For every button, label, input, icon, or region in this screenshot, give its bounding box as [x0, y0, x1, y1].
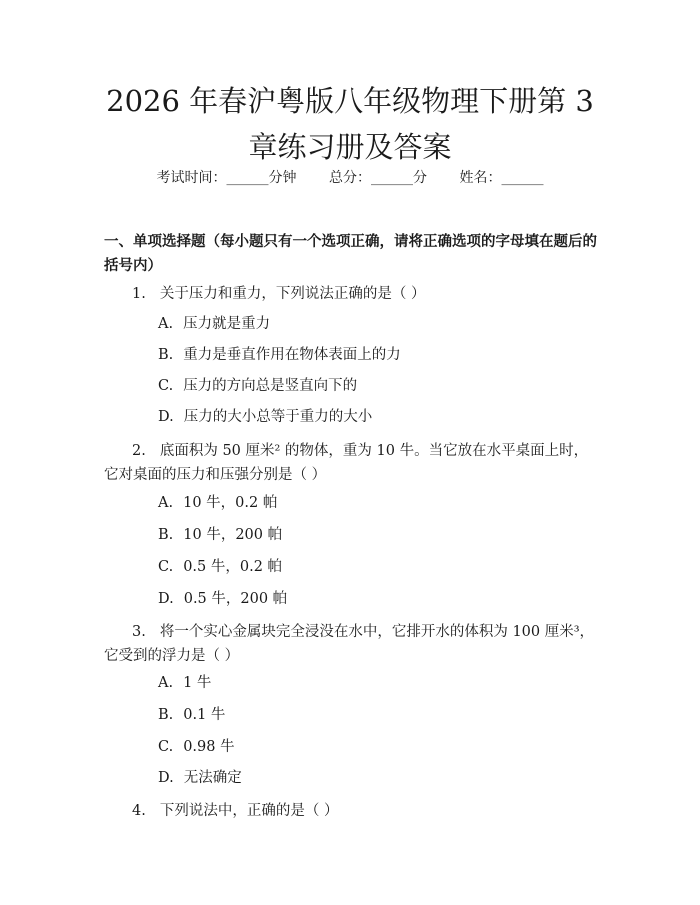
question-text: 将一个实心金属块完全浸没在水中，它排开水的体积为 100 厘米³，它受到的浮力是（ ）: [104, 624, 595, 664]
question-number: 4.: [132, 803, 146, 819]
question-3-option-a: A. 1 牛: [158, 675, 212, 691]
question-text: 下列说法中，正确的是（ ）: [159, 803, 339, 819]
question-3-option-d: D. 无法确定: [158, 770, 242, 786]
question-2-option-d: D. 0.5 牛，200 帕: [158, 591, 288, 607]
question-2-option-c: C. 0.5 牛，0.2 帕: [158, 559, 283, 575]
question-3-option-c: C. 0.98 牛: [158, 739, 235, 755]
question-number: 2.: [132, 443, 146, 459]
question-number: 1.: [132, 286, 146, 302]
question-2-option-b: B. 10 牛，200 帕: [158, 527, 283, 543]
question-1-option-d: D. 压力的大小总等于重力的大小: [158, 409, 373, 425]
question-number: 3.: [132, 624, 146, 640]
question-text: 关于压力和重力，下列说法正确的是（ ）: [159, 286, 426, 302]
section-heading: 一、单项选择题（每小题只有一个选项正确，请将正确选项的字母填在题后的括号内）: [104, 233, 597, 274]
exam-time-field: 考试时间：______分钟: [156, 170, 297, 186]
question-2-stem: [104, 439, 598, 487]
exam-info-line: [0, 168, 700, 188]
question-1-stem: [104, 282, 598, 306]
document-title: 2026 年春沪粤版八年级物理下册第 3 章练习册及答案: [106, 84, 594, 164]
question-3-option-b: B. 0.1 牛: [158, 707, 226, 723]
question-1-option-c: C. 压力的方向总是竖直向下的: [158, 378, 358, 394]
question-1-option-b: B. 重力是垂直作用在物体表面上的力: [158, 347, 401, 363]
question-text: 底面积为 50 厘米² 的物体，重为 10 牛。当它放在水平桌面上时，它对桌面的压力和压强分别是（ ）: [104, 443, 589, 483]
total-score-field: 总分：______分: [329, 170, 427, 186]
question-4-stem: [104, 799, 598, 823]
student-name-field: 姓名：______: [459, 170, 544, 186]
question-1-option-a: A. 压力就是重力: [158, 316, 271, 332]
question-2-option-a: A. 10 牛，0.2 帕: [158, 495, 278, 511]
question-3-stem: [104, 620, 598, 668]
